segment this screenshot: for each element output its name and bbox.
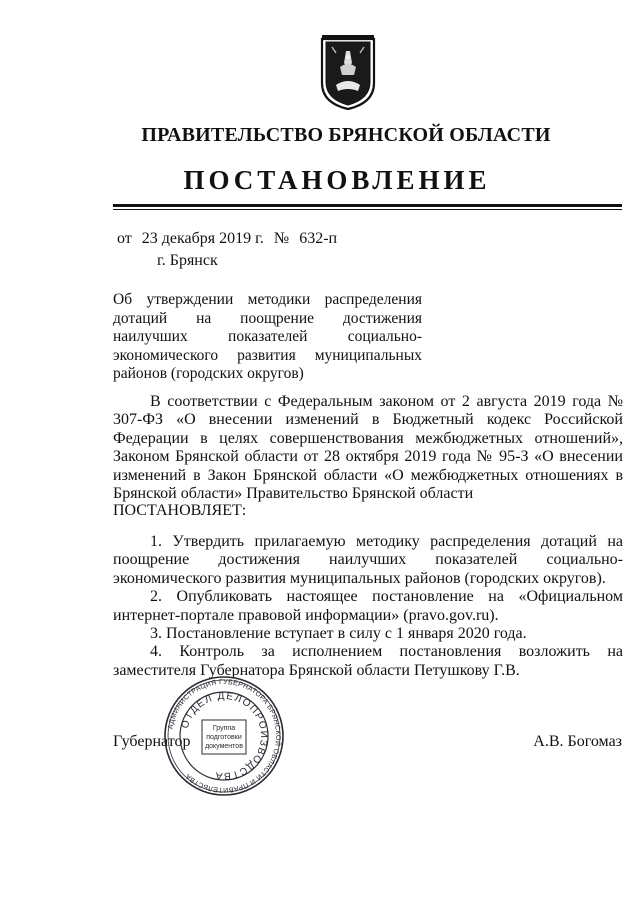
official-stamp-icon (163, 675, 285, 797)
authority-name: ПРАВИТЕЛЬСТВО БРЯНСКОЙ ОБЛАСТИ (141, 124, 551, 146)
date-prefix: от (117, 230, 132, 247)
resolution-item-3: 3. Постановление вступает в силу с 1 января 2020 года. (150, 625, 527, 643)
resolution-item-1: 1. Утвердить прилагаемую методику распределения дотаций на поощрение достижения наилучших показателей социально-экономического развития муниципальных районов (городских округов). (113, 533, 623, 587)
stamp-ring-text: ОТДЕЛ ДЕЛОПРОИЗВОДСТВА (179, 690, 270, 782)
city-name: г. Брянск (157, 252, 218, 269)
number-sign: № (273, 230, 290, 247)
header-divider-thin (113, 209, 622, 210)
document-subject: Об утверждении методики распределения дотаций на поощрение достижения наилучших показателей социально-экономического развития муниципальных районов (городских округов) (113, 291, 422, 382)
stamp-inner-line-1: Группа (212, 725, 236, 732)
document-type: ПОСТАНОВЛЕНИЕ (183, 165, 491, 195)
header-divider-thick (113, 204, 622, 207)
resolution-item-4: 4. Контроль за исполнением постановления возложить на заместителя Губернатора Брянской области Петушкову Г.В. (113, 643, 623, 679)
resolves-heading: ПОСТАНОВЛЯЕТ: (113, 502, 247, 519)
document-date: 23 декабря 2019 г. (141, 230, 264, 247)
stamp-inner-line-3: документов (205, 743, 243, 750)
resolution-items (113, 533, 623, 680)
coat-of-arms-icon (318, 33, 378, 111)
stamp-inner-line-2: подготовки (206, 734, 242, 741)
stamp-outer-text: АДМИНИСТРАЦИЯ ГУБЕРНАТОРА БРЯНСКОЙ ОБЛАСТИ И ПРАВИТЕЛЬСТВА (167, 678, 282, 794)
preamble-paragraph: В соответствии с Федеральным законом от 2 августа 2019 года № 307-ФЗ «О внесении изменений в Бюджетный кодекс Российской Федерации в целях совершенствования межбюджетных отношений», Законом Брянской области от 28 октября 2019 года № 95-З «О внесении изменений в Закон Брянской области «О межбюджетных отношениях в Брянской области» Правительство Брянской области (113, 393, 623, 503)
date-number-line (117, 230, 343, 248)
resolution-item-2: 2. Опубликовать настоящее постановление на «Официальном интернет-портале правовой информации» (pravo.gov.ru). (113, 588, 623, 624)
signatory-title: Губернатор (113, 733, 191, 750)
signatory-name: А.В. Богомаз (533, 733, 622, 750)
document-number: 632-п (299, 230, 338, 247)
